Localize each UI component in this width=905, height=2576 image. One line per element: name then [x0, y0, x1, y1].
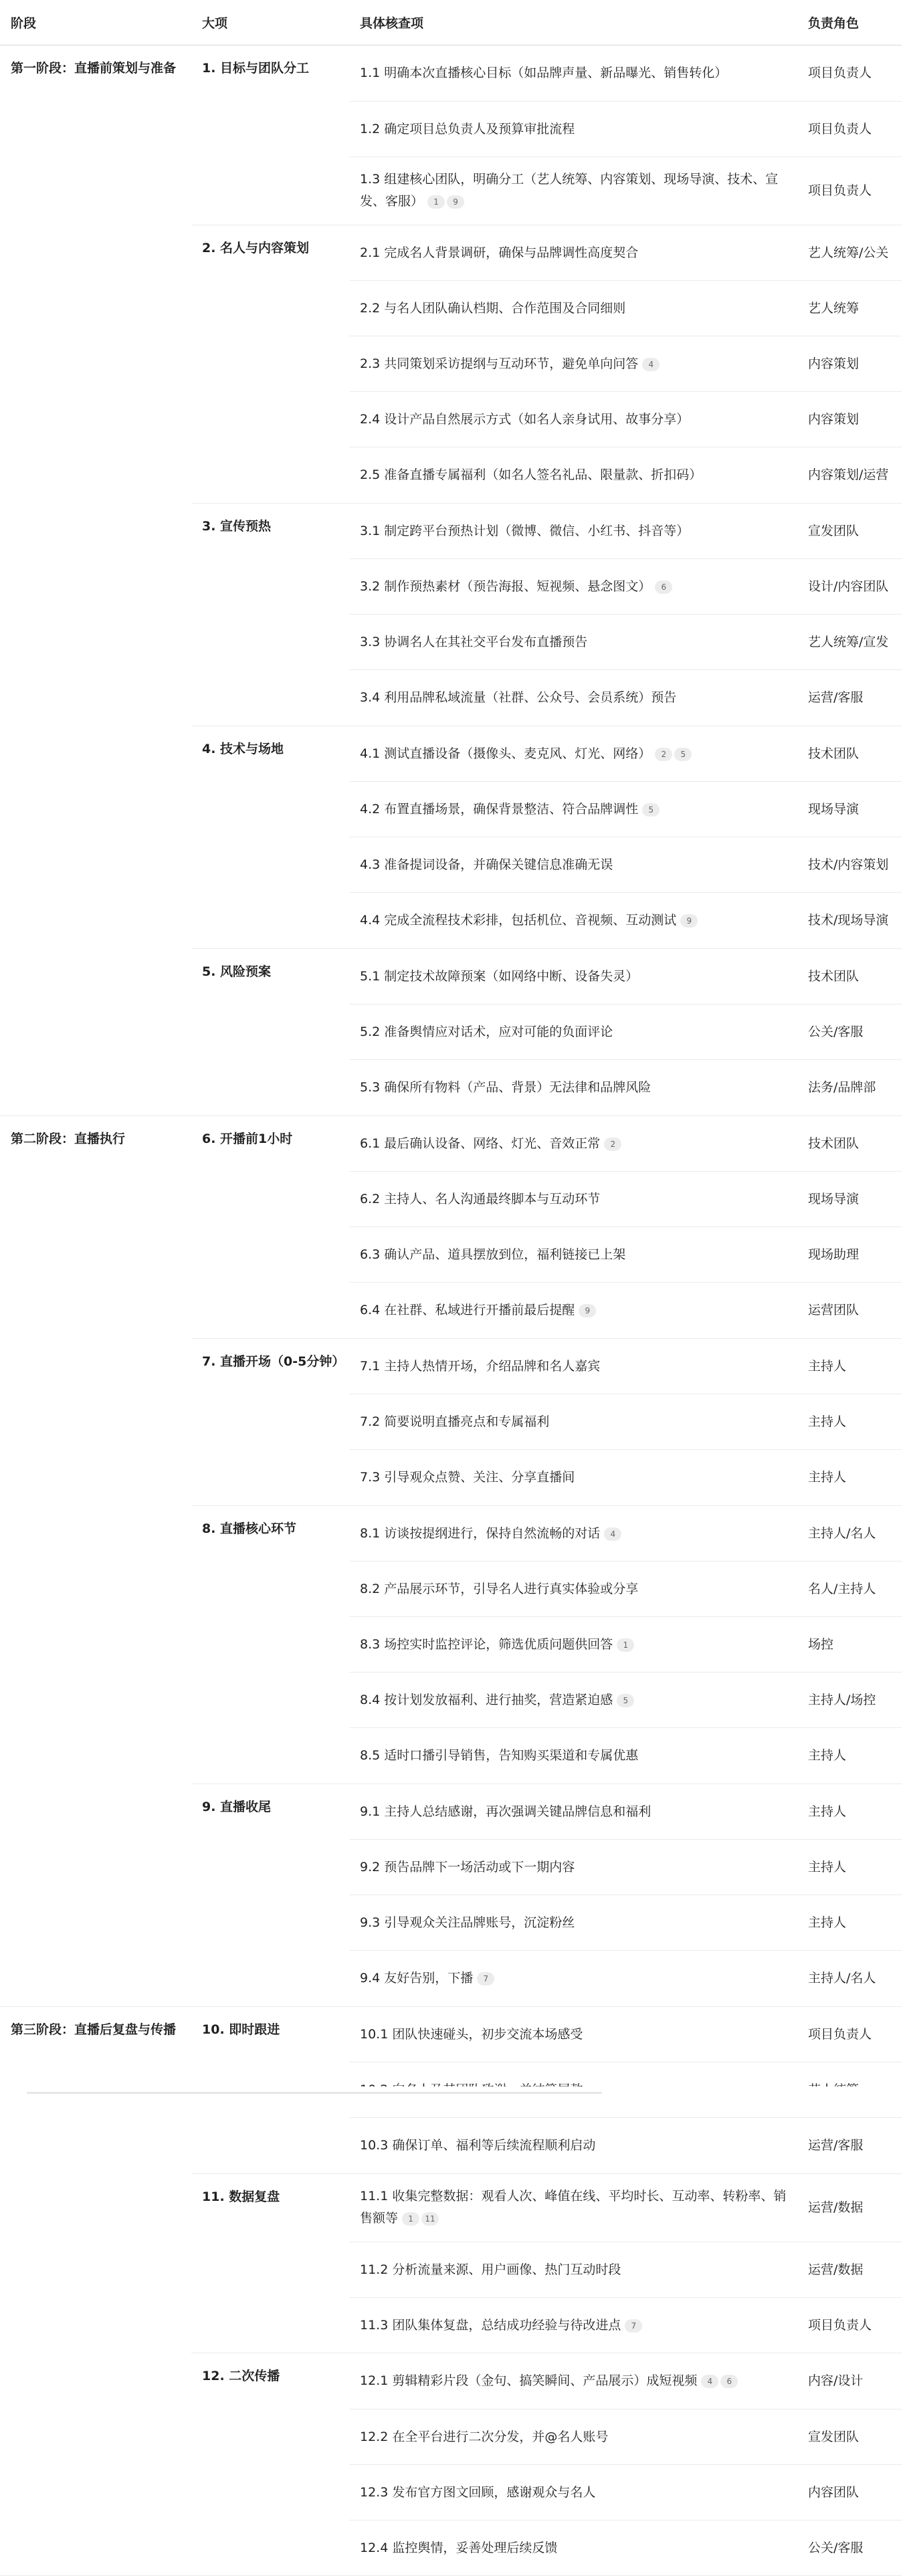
- major-item-cell: [191, 2409, 349, 2464]
- check-item-text: 8.3 场控实时监控评论，筛选优质问题供回答: [360, 1637, 613, 1652]
- check-item-text: 4.3 准备提词设备，并确保关键信息准确无误: [360, 857, 613, 872]
- phase-cell: [0, 1784, 191, 1840]
- check-item-cell: [349, 1004, 797, 1060]
- check-item-text: 1.2 确定项目总负责人及预算审批流程: [360, 121, 575, 136]
- table-row: [0, 1784, 902, 1840]
- table-row: [0, 1060, 902, 1116]
- role-cell: 内容策划: [797, 336, 902, 392]
- table-row: [0, 1115, 902, 1172]
- role-cell: 技术团队: [797, 726, 902, 782]
- role-cell: 现场导演: [797, 782, 902, 837]
- phase-cell: [0, 615, 191, 670]
- check-item-text: 11.3 团队集体复盘，总结成功经验与待改进点: [360, 2317, 621, 2333]
- role-cell: 内容团队: [797, 2464, 902, 2520]
- check-item-cell: [349, 1505, 797, 1562]
- major-item-cell: 6. 开播前1小时: [202, 1131, 293, 1146]
- phase-cell: [0, 1562, 191, 1617]
- table-row: [0, 2297, 902, 2353]
- check-item-cell: [349, 503, 797, 559]
- check-item-cell: [349, 1728, 797, 1784]
- citation-badge[interactable]: 7: [477, 1972, 494, 1985]
- phase-cell: [0, 281, 191, 336]
- role-cell: 项目负责人: [797, 101, 902, 156]
- table-row: [0, 837, 902, 893]
- phase-cell: 第一阶段：直播前策划与准备: [11, 61, 177, 76]
- check-item-text: 4.4 完成全流程技术彩排，包括机位、音视频、互动测试: [360, 913, 677, 928]
- table-row: [0, 1840, 902, 1895]
- role-cell: 内容/设计: [797, 2353, 902, 2409]
- major-item-cell: 11. 数据复盘: [202, 2189, 280, 2204]
- check-item-cell: [349, 2118, 797, 2174]
- table-row: [0, 45, 902, 102]
- major-item-cell: [191, 782, 349, 837]
- major-item-cell: [191, 1895, 349, 1951]
- check-item-text: 8.2 产品展示环节，引导名人进行真实体验或分享: [360, 1582, 639, 1596]
- phase-cell: [0, 2353, 191, 2409]
- check-item-text: 8.4 按计划发放福利、进行抽奖，营造紧迫感: [360, 1693, 613, 1707]
- table-row: [0, 2353, 902, 2409]
- check-item-text: 8.1 访谈按提纲进行，保持自然流畅的对话: [360, 1525, 601, 1541]
- major-item-cell: 12. 二次传播: [202, 2369, 280, 2383]
- check-item-text: 3.4 利用品牌私域流量（社群、公众号、会员系统）预告: [360, 690, 677, 706]
- role-cell: 技术/现场导演: [797, 893, 902, 949]
- check-item-text: 1.3 组建核心团队，明确分工（艺人统筹、内容策划、现场导演、技术、宣发、客服）: [360, 172, 779, 209]
- check-item-cell: [349, 948, 797, 1004]
- major-item-cell: [191, 1060, 349, 1116]
- check-item-cell: [349, 1227, 797, 1283]
- major-item-cell: [191, 1004, 349, 1060]
- check-item-text: 12.3 发布官方图文回顾，感谢观众与名人: [360, 2484, 596, 2500]
- role-cell: 设计/内容团队: [797, 559, 902, 615]
- role-cell: 项目负责人: [797, 2297, 902, 2353]
- major-item-cell: [191, 1283, 349, 1339]
- major-item-cell: [191, 101, 349, 156]
- table-row: [0, 503, 902, 559]
- phase-cell: [0, 2409, 191, 2464]
- check-item-cell: [349, 2464, 797, 2520]
- phase-cell: [0, 1172, 191, 1227]
- check-item-text: 6.4 在社群、私域进行开播前最后提醒: [360, 1303, 575, 1318]
- role-cell: 主持人: [797, 1450, 902, 1506]
- table-row: [0, 1394, 902, 1450]
- table-row: [0, 1895, 902, 1951]
- check-item-text: 9.2 预告品牌下一场活动或下一期内容: [360, 1860, 575, 1874]
- role-cell: 法务/品牌部: [797, 1060, 902, 1116]
- check-item-text: 2.3 共同策划采访提纲与互动环节，避免单向问答: [360, 356, 639, 371]
- check-item-text: 6.3 确认产品、道具摆放到位，福利链接已上架: [360, 1247, 626, 1262]
- citation-badge[interactable]: 9: [579, 1304, 596, 1317]
- phase-cell: [0, 101, 191, 156]
- role-cell: 名人/主持人: [797, 1562, 902, 1617]
- citation-badge[interactable]: 6: [655, 580, 672, 594]
- citation-badge[interactable]: 9: [680, 914, 698, 928]
- citation-badge[interactable]: 1: [402, 2212, 419, 2226]
- check-item-text: 7.1 主持人热情开场，介绍品牌和名人嘉宾: [360, 1358, 601, 1374]
- phase-cell: [0, 670, 191, 726]
- check-item-cell: [349, 2353, 797, 2409]
- check-item-cell: [349, 225, 797, 281]
- citation-badge[interactable]: 2: [655, 748, 672, 761]
- table-row: [0, 2006, 902, 2062]
- phase-cell: [0, 948, 191, 1004]
- phase-cell: [0, 1951, 191, 2007]
- table-row: [0, 447, 902, 504]
- check-item-cell: [349, 101, 797, 156]
- phase-cell: [0, 1004, 191, 1060]
- table-row: [0, 1673, 902, 1728]
- role-cell: 运营/数据: [797, 2173, 902, 2242]
- role-cell: 技术团队: [797, 1115, 902, 1172]
- check-item-text: 3.2 制作预热素材（预告海报、短视频、悬念图文）: [360, 579, 651, 594]
- major-item-cell: [191, 1227, 349, 1283]
- table-row: [0, 1951, 902, 2007]
- major-item-cell: [191, 2520, 349, 2576]
- citation-badge[interactable]: 6: [720, 2375, 738, 2388]
- check-item-cell: [349, 615, 797, 670]
- role-cell: 主持人/场控: [797, 1673, 902, 1728]
- table-row: [0, 615, 902, 670]
- table-body: [0, 45, 902, 2576]
- citation-badge[interactable]: 4: [701, 2375, 718, 2388]
- header-role: 负责角色: [797, 0, 902, 45]
- check-item-text: 2.4 设计产品自然展示方式（如名人亲身试用、故事分享）: [360, 412, 690, 427]
- phase-cell: [0, 1227, 191, 1283]
- role-cell: 宣发团队: [797, 2409, 902, 2464]
- major-item-cell: [191, 1951, 349, 2007]
- table-header-row: [0, 0, 902, 45]
- major-item-cell: [191, 1673, 349, 1728]
- check-item-cell: [349, 837, 797, 893]
- table-row: [0, 782, 902, 837]
- major-item-cell: [191, 893, 349, 949]
- phase-cell: [0, 503, 191, 559]
- role-cell: 艺人统筹: [797, 281, 902, 336]
- check-item-text: 7.2 简要说明直播亮点和专属福利: [360, 1414, 550, 1429]
- citation-badge[interactable]: 4: [604, 1527, 621, 1541]
- role-cell: 运营/客服: [797, 670, 902, 726]
- phase-cell: [0, 1338, 191, 1394]
- role-cell: 主持人/名人: [797, 1951, 902, 2007]
- major-item-cell: [191, 392, 349, 447]
- table-row: [0, 392, 902, 447]
- check-item-text: 1.1 明确本次直播核心目标（如品牌声量、新品曝光、销售转化）: [360, 66, 728, 81]
- phase-cell: [0, 2173, 191, 2242]
- check-item-cell: [349, 670, 797, 726]
- role-cell: 主持人: [797, 1840, 902, 1895]
- role-cell: 公关/客服: [797, 2520, 902, 2576]
- role-cell: 艺人统筹/宣发: [797, 615, 902, 670]
- major-item-cell: [191, 336, 349, 392]
- check-item-text: 9.4 友好告别，下播: [360, 1971, 474, 1986]
- check-item-cell: [349, 336, 797, 392]
- major-item-cell: 1. 目标与团队分工: [202, 61, 310, 76]
- phase-cell: [0, 1840, 191, 1895]
- citation-badge[interactable]: 5: [642, 803, 660, 817]
- role-cell: 主持人: [797, 1394, 902, 1450]
- table-row: [0, 948, 902, 1004]
- check-item-text: 12.4 监控舆情，妥善处理后续反馈: [360, 2540, 558, 2555]
- phase-cell: [0, 392, 191, 447]
- table-row: [0, 1004, 902, 1060]
- table-row: [0, 2520, 902, 2576]
- table-row: [0, 726, 902, 782]
- scrollbar-thumb[interactable]: [27, 2092, 602, 2094]
- table-row: [0, 101, 902, 156]
- major-item-cell: [191, 1450, 349, 1506]
- check-item-cell: [349, 1617, 797, 1673]
- table-row: [0, 893, 902, 949]
- check-item-text: 7.3 引导观众点赞、关注、分享直播间: [360, 1470, 575, 1485]
- role-cell: 项目负责人: [797, 156, 902, 225]
- role-cell: 主持人: [797, 1784, 902, 1840]
- table-row: [0, 2173, 902, 2242]
- check-item-text: 11.1 收集完整数据：观看人次、峰值在线、平均时长、互动率、转粉率、销售额等: [360, 2189, 787, 2226]
- major-item-cell: [191, 2297, 349, 2353]
- major-item-cell: 10. 即时跟进: [202, 2022, 280, 2037]
- citation-badge[interactable]: 5: [674, 748, 692, 761]
- check-item-cell: [349, 447, 797, 504]
- table-row: [0, 1172, 902, 1227]
- phase-cell: [0, 2242, 191, 2297]
- table-row: [0, 336, 902, 392]
- check-item-cell: [349, 1283, 797, 1339]
- check-item-text: 3.3 协调名人在其社交平台发布直播预告: [360, 635, 588, 649]
- check-item-cell: [349, 893, 797, 949]
- table-row: [0, 2464, 902, 2520]
- phase-cell: [0, 782, 191, 837]
- phase-cell: 第三阶段：直播后复盘与传播: [11, 2022, 177, 2037]
- role-cell: 内容策划: [797, 392, 902, 447]
- check-item-cell: [349, 1673, 797, 1728]
- table-row: [0, 670, 902, 726]
- role-cell: 主持人: [797, 1895, 902, 1951]
- check-item-text: 2.5 准备直播专属福利（如名人签名礼品、限量款、折扣码）: [360, 467, 702, 483]
- role-cell: 公关/客服: [797, 1004, 902, 1060]
- table-row: [0, 1505, 902, 1562]
- check-item-text: 8.5 适时口播引导销售，告知购买渠道和专属优惠: [360, 1748, 639, 1763]
- table-row: [0, 2242, 902, 2297]
- major-item-cell: [191, 1840, 349, 1895]
- check-item-cell: [349, 45, 797, 102]
- major-item-cell: [191, 1394, 349, 1450]
- major-item-cell: [191, 1728, 349, 1784]
- phase-cell: [0, 837, 191, 893]
- check-item-text: 6.2 主持人、名人沟通最终脚本与互动环节: [360, 1192, 601, 1206]
- citation-badge[interactable]: 5: [617, 1694, 634, 1707]
- role-cell: 项目负责人: [797, 45, 902, 102]
- header-phase: 阶段: [0, 0, 191, 45]
- check-item-text: 3.1 制定跨平台预热计划（微博、微信、小红书、抖音等）: [360, 523, 690, 538]
- phase-cell: [0, 1505, 191, 1562]
- citation-badge[interactable]: 7: [625, 2319, 642, 2333]
- check-item-cell: [349, 726, 797, 782]
- major-item-cell: [191, 670, 349, 726]
- horizontal-scrollbar[interactable]: [0, 2086, 905, 2104]
- check-item-text: 2.2 与名人团队确认档期、合作范围及合同细则: [360, 301, 626, 316]
- header-major-item: 大项: [191, 0, 349, 45]
- role-cell: 技术团队: [797, 948, 902, 1004]
- table-row: [0, 1338, 902, 1394]
- phase-cell: [0, 1673, 191, 1728]
- major-item-cell: [191, 2242, 349, 2297]
- table-row: [0, 2118, 902, 2174]
- major-item-cell: [191, 559, 349, 615]
- check-item-text: 5.1 制定技术故障预案（如网络中断、设备失灵）: [360, 968, 639, 984]
- check-item-text: 4.1 测试直播设备（摄像头、麦克风、灯光、网络）: [360, 746, 651, 761]
- check-item-cell: [349, 559, 797, 615]
- check-item-cell: [349, 1060, 797, 1116]
- check-item-text: 12.2 在全平台进行二次分发，并@名人账号: [360, 2429, 609, 2444]
- table-row: [0, 1617, 902, 1673]
- phase-cell: [0, 893, 191, 949]
- citation-badge[interactable]: 9: [447, 195, 464, 209]
- phase-cell: [0, 225, 191, 281]
- table-row: [0, 281, 902, 336]
- major-item-cell: [191, 837, 349, 893]
- phase-cell: [0, 1394, 191, 1450]
- check-item-cell: [349, 2242, 797, 2297]
- check-item-cell: [349, 782, 797, 837]
- check-item-text: 5.2 准备舆情应对话术，应对可能的负面评论: [360, 1025, 613, 1039]
- role-cell: 运营/客服: [797, 2118, 902, 2174]
- check-item-text: 6.1 最后确认设备、网络、灯光、音效正常: [360, 1136, 601, 1151]
- check-item-cell: [349, 1895, 797, 1951]
- major-item-cell: 5. 风险预案: [202, 964, 272, 979]
- phase-cell: [0, 2118, 191, 2174]
- major-item-cell: [191, 615, 349, 670]
- check-item-cell: [349, 1784, 797, 1840]
- check-item-cell: [349, 1562, 797, 1617]
- major-item-cell: 9. 直播收尾: [202, 1799, 272, 1814]
- major-item-cell: [191, 2118, 349, 2174]
- check-item-cell: [349, 281, 797, 336]
- table-row: [0, 1227, 902, 1283]
- check-item-cell: [349, 2173, 797, 2242]
- phase-cell: [0, 2297, 191, 2353]
- role-cell: 宣发团队: [797, 503, 902, 559]
- major-item-cell: [191, 1172, 349, 1227]
- phase-cell: [0, 1728, 191, 1784]
- check-item-cell: [349, 2006, 797, 2062]
- check-item-text: 2.1 完成名人背景调研，确保与品牌调性高度契合: [360, 245, 639, 260]
- major-item-cell: [191, 2464, 349, 2520]
- phase-cell: [0, 447, 191, 504]
- header-check-item: 具体核查项: [349, 0, 797, 45]
- major-item-cell: 8. 直播核心环节: [202, 1521, 297, 1536]
- role-cell: 艺人统筹/公关: [797, 225, 902, 281]
- role-cell: 运营团队: [797, 1283, 902, 1339]
- table-row: [0, 1728, 902, 1784]
- check-item-text: 11.2 分析流量来源、用户画像、热门互动时段: [360, 2262, 621, 2277]
- check-item-cell: [349, 1840, 797, 1895]
- phase-cell: [0, 336, 191, 392]
- role-cell: 现场助理: [797, 1227, 902, 1283]
- check-item-text: 4.2 布置直播场景，确保背景整洁、符合品牌调性: [360, 802, 639, 817]
- check-item-text: 12.1 剪辑精彩片段（金句、搞笑瞬间、产品展示）成短视频: [360, 2373, 698, 2389]
- role-cell: 内容策划/运营: [797, 447, 902, 504]
- citation-badge[interactable]: 4: [642, 358, 660, 371]
- phase-cell: [0, 1617, 191, 1673]
- major-item-cell: 4. 技术与场地: [202, 741, 284, 756]
- phase-cell: [0, 2520, 191, 2576]
- major-item-cell: 7. 直播开场（0-5分钟）: [202, 1354, 345, 1369]
- citation-badge[interactable]: 11: [421, 2212, 439, 2226]
- citation-badge[interactable]: 2: [604, 1138, 621, 1151]
- check-item-text: 9.3 引导观众关注品牌账号，沉淀粉丝: [360, 1915, 575, 1930]
- check-item-text: 9.1 主持人总结感谢，再次强调关键品牌信息和福利: [360, 1804, 651, 1819]
- table-row: [0, 559, 902, 615]
- table-row: [0, 156, 902, 225]
- phase-cell: [0, 1283, 191, 1339]
- major-item-cell: [191, 447, 349, 504]
- table-row: [0, 1283, 902, 1339]
- check-item-cell: [349, 1450, 797, 1506]
- table-row: [0, 2409, 902, 2464]
- check-item-text: 10.1 团队快速碰头，初步交流本场感受: [360, 2026, 583, 2042]
- phase-cell: [0, 1060, 191, 1116]
- table-row: [0, 225, 902, 281]
- check-item-cell: [349, 392, 797, 447]
- check-item-cell: [349, 1172, 797, 1227]
- citation-badge[interactable]: 1: [617, 1638, 634, 1652]
- phase-cell: [0, 156, 191, 225]
- role-cell: 现场导演: [797, 1172, 902, 1227]
- check-item-text: 5.3 确保所有物料（产品、背景）无法律和品牌风险: [360, 1080, 651, 1095]
- table-row: [0, 1450, 902, 1506]
- phase-cell: [0, 2464, 191, 2520]
- major-item-cell: 2. 名人与内容策划: [202, 240, 310, 255]
- phase-cell: [0, 1450, 191, 1506]
- citation-badge[interactable]: 1: [427, 195, 445, 209]
- check-item-cell: [349, 2520, 797, 2576]
- major-item-cell: [191, 1617, 349, 1673]
- table-row: [0, 1562, 902, 1617]
- phase-cell: [0, 726, 191, 782]
- role-cell: 主持人/名人: [797, 1505, 902, 1562]
- check-item-cell: [349, 1394, 797, 1450]
- major-item-cell: [191, 1562, 349, 1617]
- check-item-text: 10.3 确保订单、福利等后续流程顺利启动: [360, 2138, 596, 2153]
- major-item-cell: [191, 156, 349, 225]
- major-item-cell: [191, 281, 349, 336]
- check-item-cell: [349, 2409, 797, 2464]
- phase-cell: [0, 559, 191, 615]
- check-item-cell: [349, 156, 797, 225]
- role-cell: 场控: [797, 1617, 902, 1673]
- check-item-cell: [349, 1338, 797, 1394]
- check-item-cell: [349, 2297, 797, 2353]
- role-cell: 运营/数据: [797, 2242, 902, 2297]
- check-item-cell: [349, 1951, 797, 2007]
- check-item-cell: [349, 1115, 797, 1172]
- phase-cell: 第二阶段：直播执行: [11, 1131, 126, 1146]
- role-cell: 主持人: [797, 1728, 902, 1784]
- role-cell: 项目负责人: [797, 2006, 902, 2062]
- major-item-cell: 3. 宣传预热: [202, 518, 272, 534]
- role-cell: 技术/内容策划: [797, 837, 902, 893]
- phase-cell: [0, 1895, 191, 1951]
- role-cell: 主持人: [797, 1338, 902, 1394]
